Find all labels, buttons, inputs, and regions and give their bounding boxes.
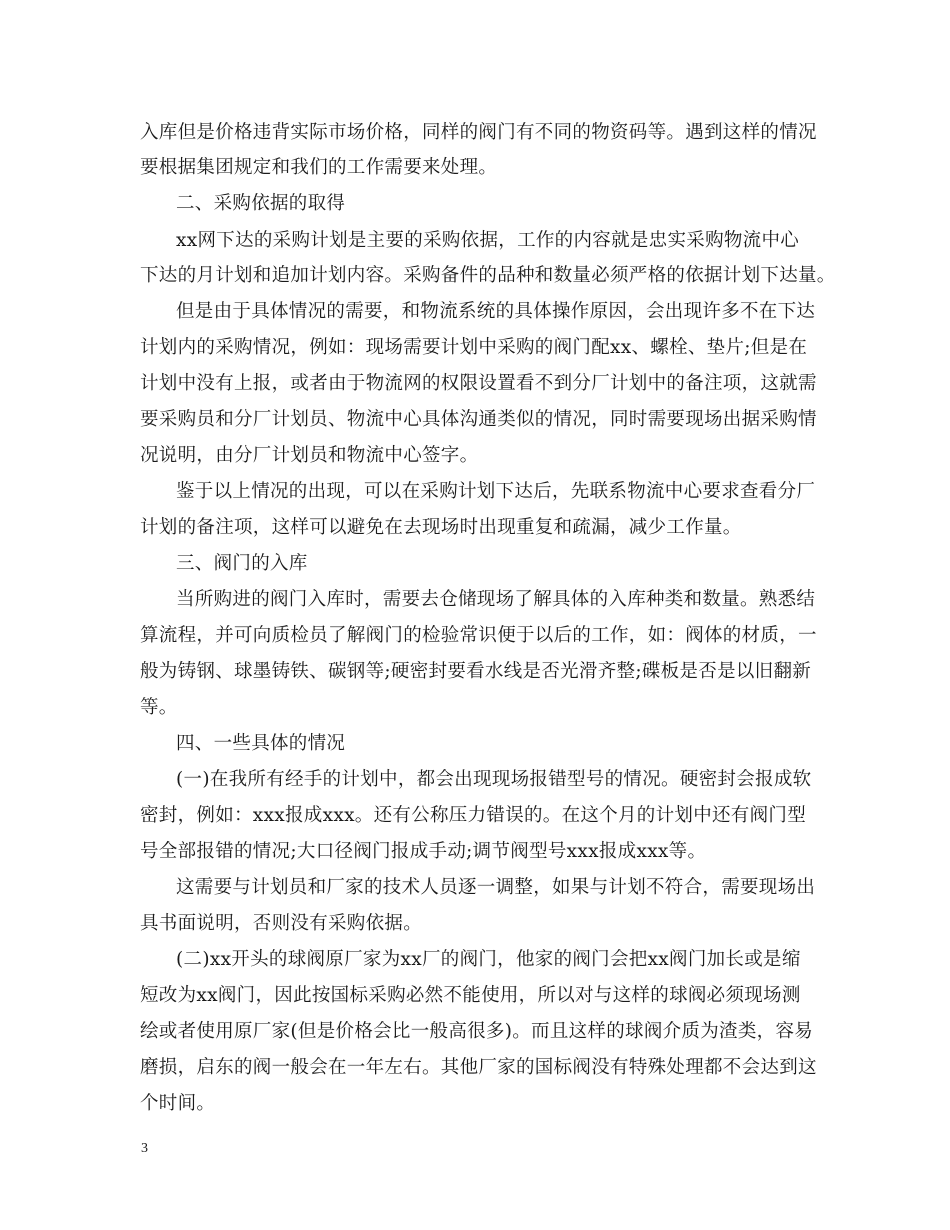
text-line: 绘或者使用原厂家(但是价格会比一般高很多)。而且这样的球阀介质为渣类，容易 — [140, 1021, 814, 1042]
text-line: 具书面说明，否则没有采购依据。 — [140, 913, 423, 934]
text-line: 等。 — [140, 697, 178, 718]
text-line: 短改为xx阀门，因此按国标采购必然不能使用，所以对与这样的球阀必须现场测 — [140, 985, 801, 1006]
text-line: 磨损，启东的阀一般会在一年左右。其他厂家的国标阀没有特殊处理都不会达到这 — [140, 1057, 817, 1078]
page-number: 3 — [141, 1141, 148, 1156]
text-line: (一)在我所有经手的计划中，都会出现现场报错型号的情况。硬密封会报成软 — [176, 769, 812, 790]
text-line: 况说明，由分厂计划员和物流中心签字。 — [140, 445, 479, 466]
text-line: 但是由于具体情况的需要，和物流系统的具体操作原因，会出现许多不在下达 — [176, 301, 816, 322]
text-line: 要根据集团规定和我们的工作需要来处理。 — [140, 157, 498, 178]
text-line: 当所购进的阀门入库时，需要去仓储现场了解具体的入库种类和数量。熟悉结 — [176, 589, 816, 610]
text-line: 入库但是价格违背实际市场价格，同样的阀门有不同的物资码等。遇到这样的情况 — [140, 122, 817, 143]
text-line: 号全部报错的情况;大口径阀门报成手动;调节阀型号xxx报成xxx等。 — [140, 841, 707, 862]
section-heading: 二、采购依据的取得 — [176, 193, 346, 214]
text-line: (二)xx开头的球阀原厂家为xx厂的阀门，他家的阀门会把xx阀门加长或是缩 — [176, 949, 801, 970]
text-line: 般为铸钢、球墨铸铁、碳钢等;硬密封要看水线是否光滑齐整;碟板是否是以旧翻新 — [140, 661, 812, 682]
text-line: 计划内的采购情况，例如：现场需要计划中采购的阀门配xx、螺栓、垫片;但是在 — [140, 337, 808, 358]
text-line: 这需要与计划员和厂家的技术人员逐一调整，如果与计划不符合，需要现场出 — [176, 877, 816, 898]
text-line: 计划中没有上报，或者由于物流网的权限设置看不到分厂计划中的备注项，这就需 — [140, 373, 817, 394]
text-line: 要采购员和分厂计划员、物流中心具体沟通类似的情况，同时需要现场出据采购情 — [140, 409, 817, 430]
text-line: 下达的月计划和追加计划内容。采购备件的品种和数量必须严格的依据计划下达量。 — [140, 265, 836, 286]
text-line: 计划的备注项，这样可以避免在去现场时出现重复和疏漏，减少工作量。 — [140, 517, 742, 538]
text-line: 个时间。 — [140, 1093, 216, 1114]
text-line: 算流程，并可向质检员了解阀门的检验常识便于以后的工作，如：阀体的材质，一 — [140, 625, 817, 646]
text-line: xx网下达的采购计划是主要的采购依据，工作的内容就是忠实采购物流中心 — [176, 230, 800, 251]
section-heading: 三、阀门的入库 — [176, 553, 308, 574]
text-line: 密封，例如：xxx报成xxx。还有公称压力错误的。在这个月的计划中还有阀门型 — [140, 805, 807, 826]
text-line: 鉴于以上情况的出现，可以在采购计划下达后，先联系物流中心要求查看分厂 — [176, 481, 816, 502]
section-heading: 四、一些具体的情况 — [176, 733, 346, 754]
